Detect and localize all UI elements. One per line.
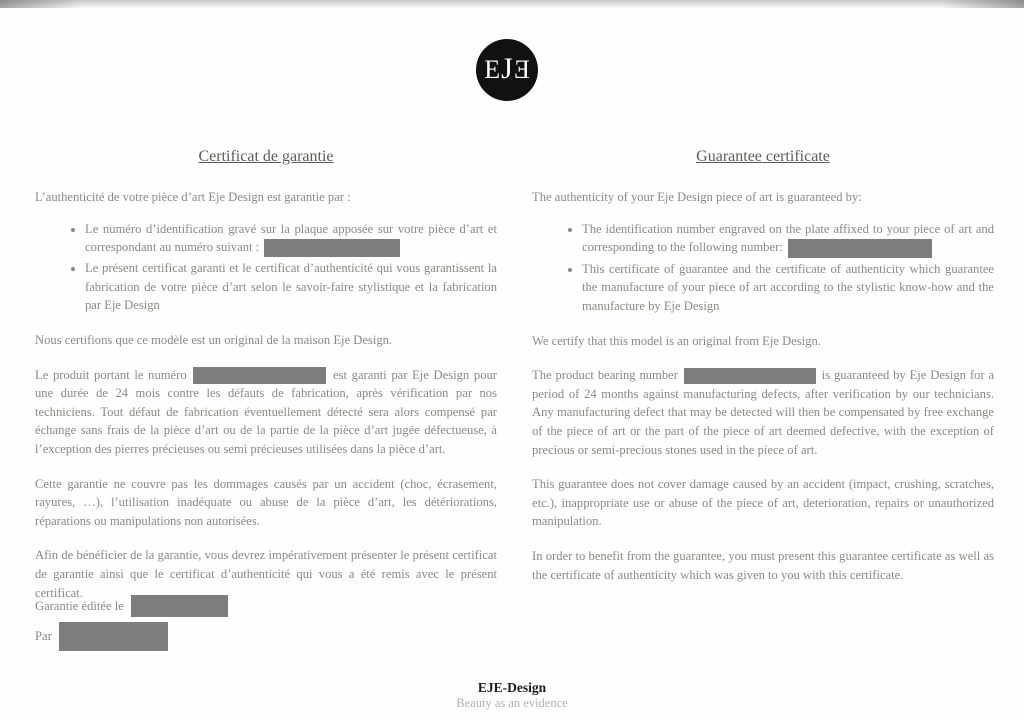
redacted-serial-number [264, 239, 400, 257]
english-column [532, 146, 994, 602]
english-warranty-text-after: is guaranteed by Eje Design for a period of 24 months against manufacturing defects, after verification by our technicians. Any manufacturing defect that may be detected will then be compensated by free exchange of the piece of art or the part of the piece of art deemed defective, with the exception of precious or semi-precious stones used in the piece of art. [532, 368, 994, 457]
english-bullet-identification [582, 220, 994, 258]
issue-by-row [35, 622, 230, 651]
english-bullet-identification-text: The identification number engraved on the plate affixed to your piece of art and corresponding to the following number: [582, 221, 994, 255]
issue-block [35, 595, 230, 656]
issue-date-label: Garantie éditée le [35, 598, 124, 613]
certificate-columns [35, 146, 994, 602]
redacted-product-number [684, 368, 816, 384]
redacted-serial-number [788, 239, 932, 258]
english-warranty-text-before: The product bearing number [532, 368, 678, 383]
english-paragraph-conditions: In order to benefit from the guarantee, you must present this guarantee certificate as well as the certificate of authenticity which was given to you with this certificate. [532, 548, 994, 582]
redacted-product-number [193, 367, 326, 384]
english-paragraph-original: We certify that this model is an original from Eje Design. [532, 333, 821, 348]
english-bullet-certificate [582, 260, 994, 316]
logo-letter-e-right-mirrored: E [513, 55, 530, 84]
french-warranty-text-after: est garanti par Eje Design pour une durée de 24 mois contre les défauts de fabrication, après vérification par nos techniciens. Tout défaut de fabrication éventuellement détecté sera alors compensé par échange sans frais de la pièce d’art ou de la partie de la pièce d’art jugée défectueuse, à l’exception des pierres précieuses ou semi précieuses utilisées dans la pièce d’art. [35, 367, 497, 457]
english-bullet-list [532, 220, 994, 316]
french-bullet-identification-text: Le numéro d’identification gravé sur la plaque apposée sur votre pièce d’art et correspondant au numéro suivant : [85, 221, 497, 255]
french-column [35, 146, 497, 602]
french-bullet-list [35, 220, 497, 315]
french-bullet-certificate [85, 259, 497, 315]
eje-logo-icon [476, 39, 538, 101]
footer-tagline: Beauty as an evidence [456, 696, 568, 710]
french-warranty-text-before: Le produit portant le numéro [35, 367, 187, 382]
french-intro: L’authenticité de votre pièce d’art Eje Design est garantie par : [35, 190, 351, 204]
issue-date-row [35, 595, 230, 617]
french-title: Certificat de garantie [198, 148, 334, 165]
english-paragraph-warranty [532, 366, 994, 459]
french-bullet-certificate-text: Le présent certificat garanti et le certificat d’authenticité qui vous garantissent la fabrication de votre pièce d’art selon le savoir-faire stylistique et la fabrication par Eje Design [85, 261, 497, 313]
french-paragraph-warranty [35, 366, 497, 459]
french-bullet-identification [85, 220, 497, 258]
issue-by-label: Par [35, 629, 52, 643]
redacted-issue-date [131, 595, 228, 617]
eje-logo-letters [484, 52, 530, 85]
english-paragraph-exclusions: This guarantee does not cover damage caused by an accident (impact, crushing, scratches, etc.), inappropriate use or abuse of the piece of art, deterioration, repairs or unauthorized manipulation. [532, 477, 994, 529]
scan-top-edge-shadow [0, 0, 1024, 8]
french-paragraph-conditions: Afin de bénéficier de la garantie, vous devrez impérativement présenter le présent certificat de garantie ainsi que le certificat d’authenticité qui vous a été remis avec le présent certificat. [35, 548, 497, 600]
english-intro: The authenticity of your Eje Design piece of art is guaranteed by: [532, 190, 862, 204]
french-paragraph-original: Nous certifions que ce modèle est un original de la maison Eje Design. [35, 333, 393, 348]
english-title: Guarantee certificate [696, 148, 830, 165]
footer [0, 680, 1024, 711]
english-bullet-certificate-text: This certificate of guarantee and the certificate of authenticity which guarantee the manufacture of your piece of art according to the stylistic know-how and the manufacture by Eje Design [582, 261, 994, 313]
logo-letter-j: J [501, 52, 513, 85]
footer-brand: EJE-Design [477, 680, 547, 695]
logo-letter-e-left: E [484, 55, 501, 84]
redacted-issuer-name [59, 622, 168, 651]
french-paragraph-exclusions: Cette garantie ne couvre pas les dommages causés par un accident (choc, écrasement, rayures, …), l’utilisation inadéquate ou abuse de la pièce d’art, les détériorations, réparations ou manipulations non autorisées. [35, 476, 497, 528]
